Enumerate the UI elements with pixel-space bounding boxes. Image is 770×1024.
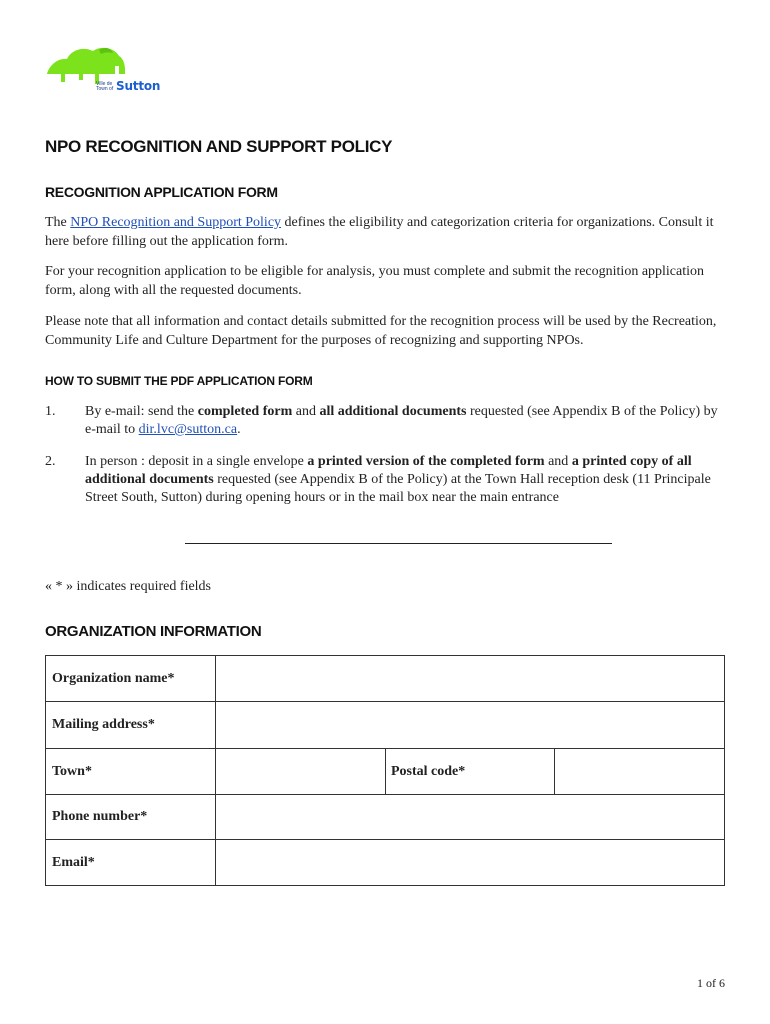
town-label: Town* [46,749,216,794]
phone-field[interactable] [216,795,724,839]
form-subtitle: RECOGNITION APPLICATION FORM [45,184,278,200]
policy-link[interactable]: NPO Recognition and Support Policy [70,215,282,230]
section-divider [185,543,612,544]
org-name-label: Organization name* [46,656,216,701]
submit-step-in-person: 2. In person : deposit in a single envelope a printed version of the completed form and a printed copy of all additional documents requested (see Appendix B of the Policy) at the Town Hall reception desk (11 Principale Street South, Sutton) during opening hours or in the mail box near the main entrance [45,454,711,505]
email-label: Email* [46,840,216,885]
mailing-address-label: Mailing address* [46,702,216,748]
org-name-field[interactable] [216,656,724,701]
required-fields-note: « * » indicates required fields [45,579,212,594]
organization-info-heading: ORGANIZATION INFORMATION [45,623,262,640]
phone-row [46,795,724,840]
town-field[interactable] [216,749,385,794]
postal-code-label: Postal code* [385,749,555,794]
page-number: 1 of 6 [697,976,725,990]
eligibility-paragraph: For your recognition application to be eligible for analysis, you must complete and submit the recognition application form, along with all the requested documents. [45,264,705,298]
intro-paragraph: The NPO Recognition and Support Policy defines the eligibility and categorization criteria for organizations. Consult it here before filling out the application form. [45,215,714,249]
organization-form [45,655,725,886]
privacy-paragraph: Please note that all information and contact details submitted for the recognition process will be used by the Recreation, Community Life and Culture Department for the purposes of recognizing and supporting NPOs. [45,314,717,348]
mailing-address-row [46,702,724,749]
how-to-submit-heading: HOW TO SUBMIT THE PDF APPLICATION FORM [45,374,313,388]
email-field[interactable] [216,840,724,885]
logo-small-text: Ville de Town of [96,81,114,92]
phone-label: Phone number* [46,795,216,839]
submit-step-email: 1. By e-mail: send the completed form and all additional documents requested (see Appendix B of the Policy) by e-mail to dir.lvc@sutton.ca. [45,404,718,437]
page-title: NPO RECOGNITION AND SUPPORT POLICY [45,137,393,156]
email-link[interactable]: dir.lvc@sutton.ca [138,422,238,437]
email-row [46,840,724,885]
mailing-address-field[interactable] [216,702,724,748]
town-postal-row [46,749,724,795]
logo-name: Sutton [116,79,161,93]
org-name-row [46,656,724,702]
postal-code-field[interactable] [555,749,724,794]
